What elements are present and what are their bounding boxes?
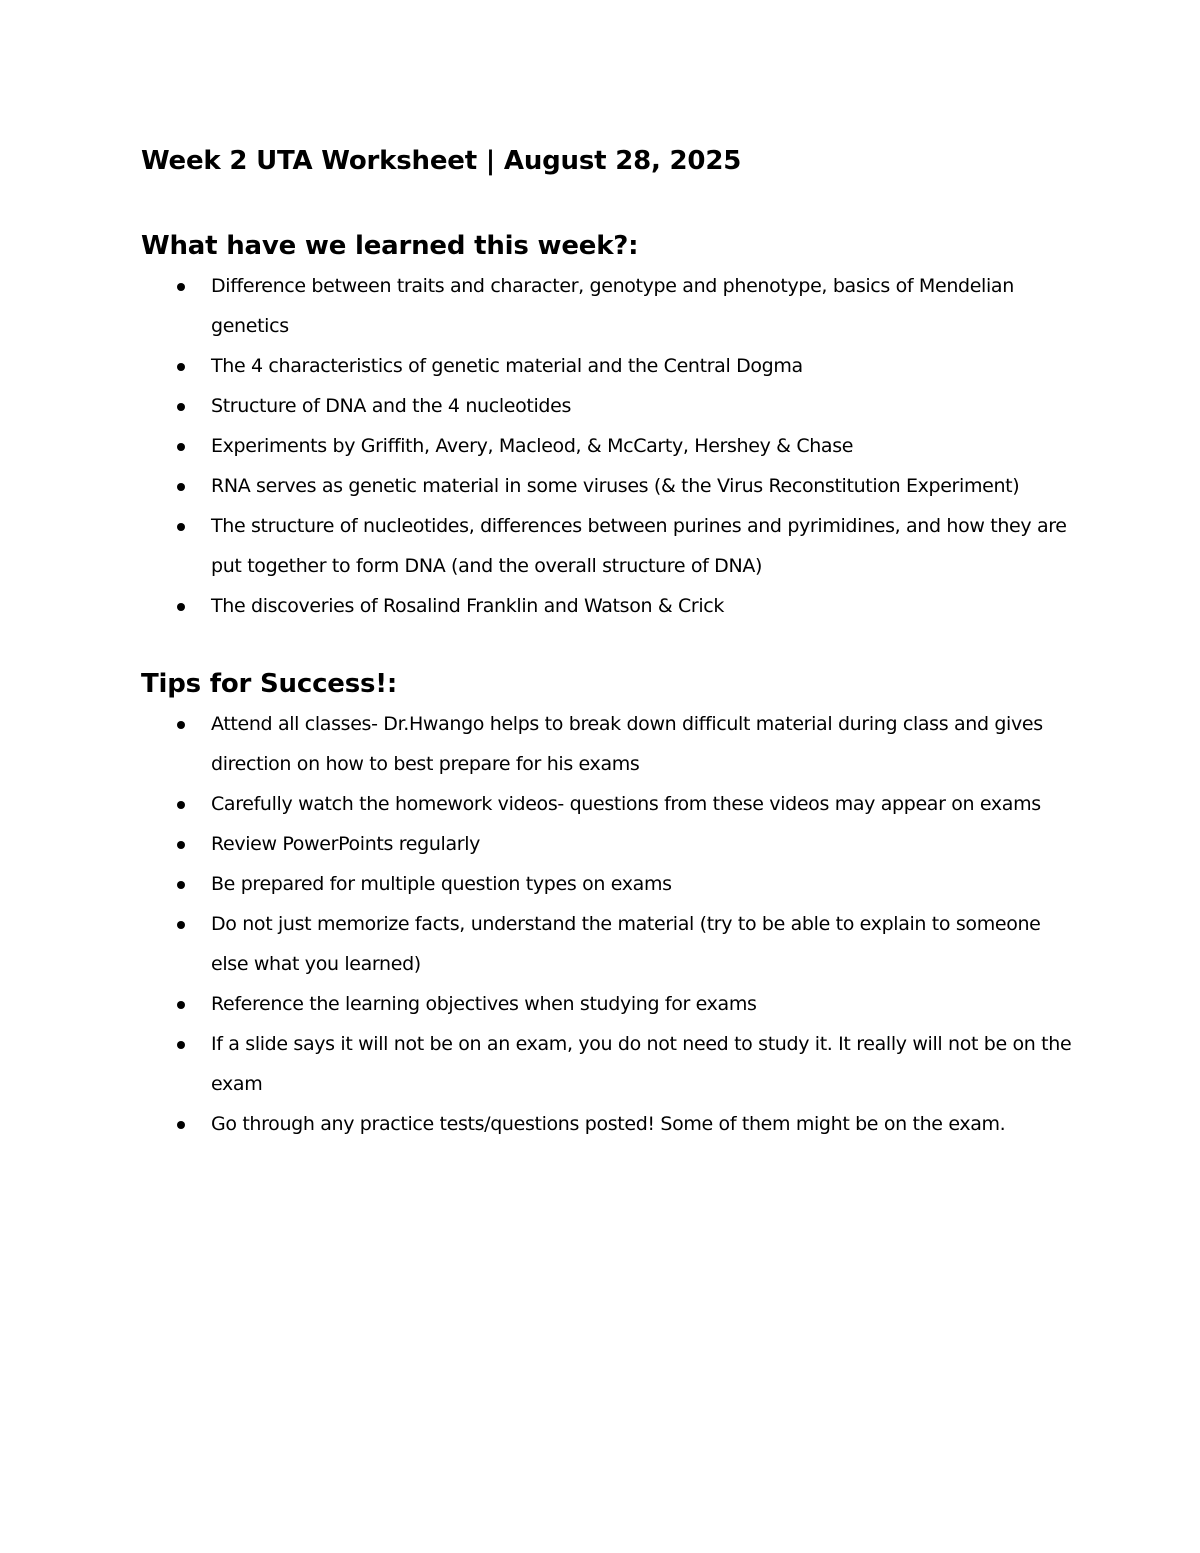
list-item-text: Go through any practice tests/questions posted! Some of them might be on the exam. [211,1113,1006,1135]
list-item-text: If a slide says it will not be on an exam, you do not need to study it. It really will not be on the exam [211,1033,1072,1095]
list-item [141,266,1081,346]
list-item [141,1104,1081,1144]
list-item [141,904,1081,984]
bullet-icon [177,403,185,411]
learned-section [141,226,1081,626]
list-item-text: RNA serves as genetic material in some viruses (& the Virus Reconstitution Experiment) [211,475,1020,497]
list-item [141,346,1081,386]
list-item-text: Structure of DNA and the 4 nucleotides [211,395,571,417]
bullet-icon [177,841,185,849]
list-item-text: The structure of nucleotides, differences between purines and pyrimidines, and how they are put together to form DNA (and the overall structure of DNA) [211,515,1067,577]
list-item [141,586,1081,626]
bullet-icon [177,1001,185,1009]
bullet-icon [177,603,185,611]
tips-heading: Tips for Success!: [141,669,398,699]
bullet-icon [177,443,185,451]
learned-list [141,266,1081,626]
bullet-icon [177,283,185,291]
bullet-icon [177,363,185,371]
list-item-text: Be prepared for multiple question types on exams [211,873,672,895]
list-item-text: The 4 characteristics of genetic material and the Central Dogma [211,355,803,377]
list-item-text: Attend all classes- Dr.Hwango helps to break down difficult material during class and gives direction on how to best prepare for his exams [211,713,1043,775]
bullet-icon [177,523,185,531]
tips-list [141,704,1081,1144]
learned-heading: What have we learned this week?: [141,231,639,261]
list-item [141,824,1081,864]
list-item [141,864,1081,904]
tips-section [141,664,1081,1144]
list-item [141,466,1081,506]
list-item [141,426,1081,466]
list-item-text: Do not just memorize facts, understand the material (try to be able to explain to someone else what you learned) [211,913,1041,975]
list-item [141,386,1081,426]
list-item [141,1024,1081,1104]
list-item [141,984,1081,1024]
bullet-icon [177,721,185,729]
bullet-icon [177,1041,185,1049]
bullet-icon [177,881,185,889]
list-item-text: Review PowerPoints regularly [211,833,481,855]
list-item [141,784,1081,824]
page-title: Week 2 UTA Worksheet | August 28, 2025 [141,146,742,176]
list-item [141,704,1081,784]
bullet-icon [177,483,185,491]
list-item-text: Experiments by Griffith, Avery, Macleod, & McCarty, Hershey & Chase [211,435,854,457]
list-item-text: The discoveries of Rosalind Franklin and Watson & Crick [211,595,725,617]
list-item [141,506,1081,586]
bullet-icon [177,801,185,809]
list-item-text: Difference between traits and character, genotype and phenotype, basics of Mendelian genetics [211,275,1014,337]
list-item-text: Reference the learning objectives when studying for exams [211,993,757,1015]
list-item-text: Carefully watch the homework videos- questions from these videos may appear on exams [211,793,1041,815]
bullet-icon [177,921,185,929]
bullet-icon [177,1121,185,1129]
